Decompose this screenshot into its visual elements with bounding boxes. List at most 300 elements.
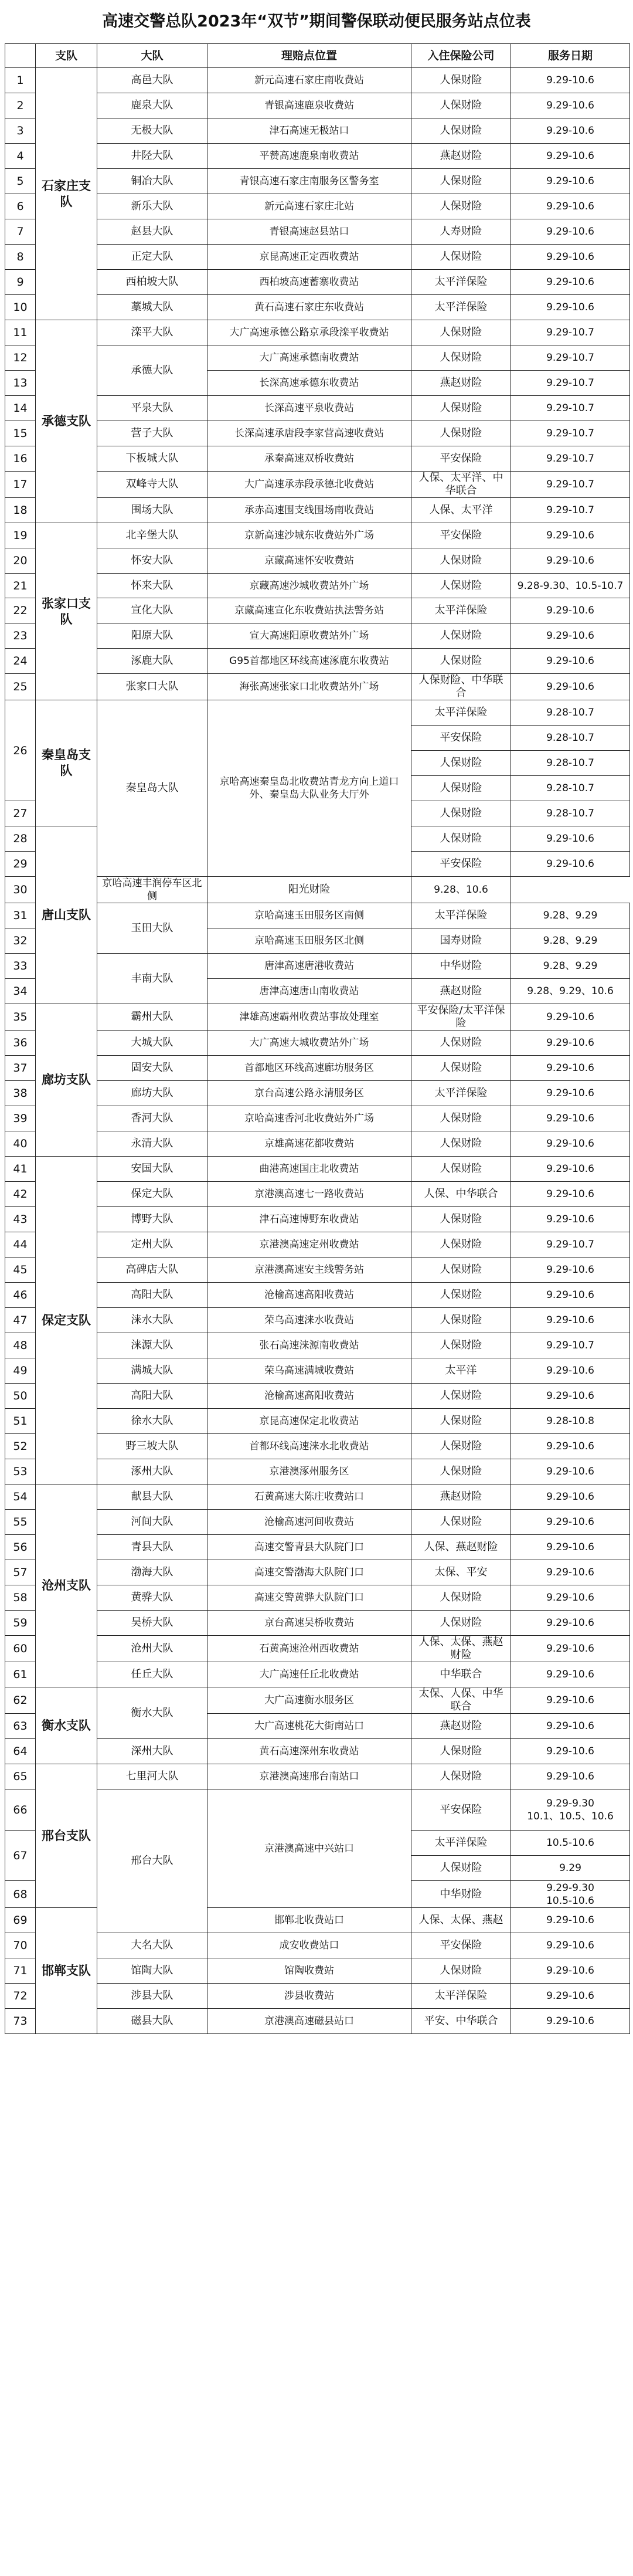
row-index: 44: [5, 1232, 36, 1258]
date-cell: 9.29-10.7: [511, 421, 630, 446]
insurer-cell: 人保财险: [411, 1258, 511, 1283]
dadui-cell: 献县大队: [97, 1484, 207, 1510]
row-index: 19: [5, 523, 36, 548]
row-index: 2: [5, 93, 36, 118]
insurer-cell: 燕赵财险: [411, 1484, 511, 1510]
row-index: 32: [5, 928, 36, 954]
date-cell: 9.29-10.6: [511, 1081, 630, 1106]
insurer-cell: 人保财险: [411, 1739, 511, 1764]
date-cell: 9.29-10.6: [511, 245, 630, 270]
row-index: 70: [5, 1933, 36, 1958]
date-cell: 9.29-10.6: [511, 1056, 630, 1081]
insurer-cell: 人保财险: [411, 1958, 511, 1984]
insurer-cell: 平安保险: [411, 446, 511, 472]
insurer-cell: 平安保险: [411, 726, 511, 751]
insurer-cell: 人保财险: [411, 1384, 511, 1409]
table-row: [5, 1484, 630, 1510]
insurer-cell: 燕赵财险: [411, 979, 511, 1004]
dadui-cell: 鹿泉大队: [97, 93, 207, 118]
location-cell: 京港澳高速邢台南站口: [207, 1764, 411, 1789]
date-cell: 9.28-10.8: [511, 1409, 630, 1434]
dadui-cell: 香河大队: [97, 1106, 207, 1131]
date-cell: 9.28-10.7: [511, 726, 630, 751]
row-index: 69: [5, 1908, 36, 1933]
row-index: 61: [5, 1662, 36, 1687]
location-cell: 长深高速承唐段李家营高速收费站: [207, 421, 411, 446]
table-row: [5, 169, 630, 194]
date-cell: 9.29-10.6: [511, 1560, 630, 1585]
dadui-cell: 丰南大队: [97, 954, 207, 1004]
row-index: 58: [5, 1585, 36, 1611]
insurer-cell: 平安、中华联合: [411, 2009, 511, 2034]
dadui-cell: 七里河大队: [97, 1764, 207, 1789]
table-row: [5, 1409, 630, 1434]
dadui-cell: 馆陶大队: [97, 1958, 207, 1984]
date-cell: 9.29-10.6: [511, 1687, 630, 1714]
date-cell: 9.28-10.7: [511, 700, 630, 726]
location-cell: 首都环线高速涞水北收费站: [207, 1434, 411, 1459]
row-index: 66: [5, 1789, 36, 1831]
location-cell: 京港澳高速磁县站口: [207, 2009, 411, 2034]
row-index: 26: [5, 700, 36, 801]
date-cell: 9.28、9.29、10.6: [511, 979, 630, 1004]
row-index: 40: [5, 1131, 36, 1157]
location-cell: 黄石高速石家庄东收费站: [207, 295, 411, 320]
table-row: [5, 245, 630, 270]
zhidui-cell: 保定支队: [36, 1157, 97, 1484]
date-cell: 9.29-10.6: [511, 1031, 630, 1056]
location-cell: 京港澳高速定州收费站: [207, 1232, 411, 1258]
date-cell: 9.29-10.6: [511, 1459, 630, 1484]
date-cell: 9.28-10.7: [511, 751, 630, 776]
date-cell: 9.29-10.6: [511, 2009, 630, 2034]
insurer-cell: 太平洋保险: [411, 1984, 511, 2009]
dadui-cell: 玉田大队: [97, 903, 207, 954]
dadui-cell: 渤海大队: [97, 1560, 207, 1585]
insurer-cell: 人保财险: [411, 1157, 511, 1182]
table-row: [5, 700, 630, 726]
insurer-cell: 人保财险: [411, 1459, 511, 1484]
dadui-cell: 承德大队: [97, 345, 207, 396]
date-cell: 9.29-10.6: [511, 194, 630, 219]
location-cell: 京港澳高速中兴站口: [207, 1789, 411, 1908]
location-cell: 京港澳高速安主线警务站: [207, 1258, 411, 1283]
insurer-cell: 中华联合: [411, 1662, 511, 1687]
location-cell: 馆陶收费站: [207, 1958, 411, 1984]
insurer-cell: 人保财险: [411, 93, 511, 118]
header-index: [5, 44, 36, 68]
location-cell: 京台高速吴桥收费站: [207, 1611, 411, 1636]
date-cell: 9.29-10.6: [511, 1908, 630, 1933]
dadui-cell: 西柏坡大队: [97, 270, 207, 295]
insurer-cell: 燕赵财险: [411, 1714, 511, 1739]
header-insurer: 入住保险公司: [411, 44, 511, 68]
date-cell: 9.29-10.6: [511, 674, 630, 700]
header-date: 服务日期: [511, 44, 630, 68]
zhidui-cell: 衡水支队: [36, 1687, 97, 1764]
date-cell: 9.29-10.7: [511, 446, 630, 472]
insurer-cell: 太保、人保、中华联合: [411, 1687, 511, 1714]
date-cell: 9.29-10.7: [511, 371, 630, 396]
location-cell: 荣乌高速涞水收费站: [207, 1308, 411, 1333]
row-index: 39: [5, 1106, 36, 1131]
insurer-cell: 中华财险: [411, 954, 511, 979]
table-row: [5, 548, 630, 574]
table-row: [5, 1611, 630, 1636]
location-cell: 沧榆高速河间收费站: [207, 1510, 411, 1535]
insurer-cell: 太平洋保险: [411, 903, 511, 928]
row-index: 63: [5, 1714, 36, 1739]
dadui-cell: 满城大队: [97, 1358, 207, 1384]
insurer-cell: 燕赵财险: [411, 144, 511, 169]
table-row: [5, 1283, 630, 1308]
location-cell: 京昆高速正定西收费站: [207, 245, 411, 270]
row-index: 38: [5, 1081, 36, 1106]
table-row: [5, 1958, 630, 1984]
table-row: [5, 320, 630, 345]
row-index: 46: [5, 1283, 36, 1308]
row-index: 43: [5, 1207, 36, 1232]
dadui-cell: 赵县大队: [97, 219, 207, 245]
insurer-cell: 人保财险: [411, 421, 511, 446]
location-cell: 新元高速石家庄南收费站: [207, 68, 411, 93]
dadui-cell: 北辛堡大队: [97, 523, 207, 548]
header-dadui: 大队: [97, 44, 207, 68]
row-index: 45: [5, 1258, 36, 1283]
row-index: 41: [5, 1157, 36, 1182]
row-index: 34: [5, 979, 36, 1004]
insurer-cell: 人保财险: [411, 1764, 511, 1789]
location-cell: 唐津高速唐港收费站: [207, 954, 411, 979]
location-cell: 海张高速张家口北收费站外广场: [207, 674, 411, 700]
location-cell: 京哈高速香河北收费站外广场: [207, 1106, 411, 1131]
location-cell: 西柏坡高速蓄寨收费站: [207, 270, 411, 295]
location-cell: 石黄高速沧州西收费站: [207, 1636, 411, 1662]
insurer-cell: 人保财险、中华联合: [411, 674, 511, 700]
row-index: 48: [5, 1333, 36, 1358]
location-cell: 承秦高速双桥收费站: [207, 446, 411, 472]
insurer-cell: 人保财险: [411, 1856, 511, 1881]
dadui-cell: 高碑店大队: [97, 1258, 207, 1283]
location-cell: 青银高速赵县站口: [207, 219, 411, 245]
table-row: [5, 877, 630, 903]
location-cell: 沧榆高速高阳收费站: [207, 1384, 411, 1409]
zhidui-cell: 邯郸支队: [36, 1908, 97, 2034]
insurer-cell: 人保财险: [411, 1283, 511, 1308]
row-index: 24: [5, 649, 36, 674]
insurer-cell: 太平洋保险: [411, 598, 511, 623]
dadui-cell: 高阳大队: [97, 1283, 207, 1308]
date-cell: 9.29-10.6: [511, 1384, 630, 1409]
row-index: 28: [5, 826, 36, 852]
row-index: 62: [5, 1687, 36, 1714]
dadui-cell: 井陉大队: [97, 144, 207, 169]
location-cell: 石黄高速大陈庄收费站口: [207, 1484, 411, 1510]
header-zhidui: 支队: [36, 44, 97, 68]
insurer-cell: 人保财险: [411, 1207, 511, 1232]
row-index: 7: [5, 219, 36, 245]
location-cell: 青银高速石家庄南服务区警务室: [207, 169, 411, 194]
insurer-cell: 人保财险: [411, 1434, 511, 1459]
insurer-cell: 人保财险: [411, 801, 511, 826]
row-index: 72: [5, 1984, 36, 2009]
date-cell: 9.29-10.6: [511, 649, 630, 674]
row-index: 22: [5, 598, 36, 623]
insurer-cell: 人保财险: [411, 548, 511, 574]
insurer-cell: 人保财险: [411, 649, 511, 674]
date-cell: 10.5-10.6: [511, 1831, 630, 1856]
table-row: [5, 1739, 630, 1764]
dadui-cell: 河间大队: [97, 1510, 207, 1535]
table-row: [5, 623, 630, 649]
dadui-cell: 大城大队: [97, 1031, 207, 1056]
row-index: 16: [5, 446, 36, 472]
location-cell: G95首都地区环线高速涿鹿东收费站: [207, 649, 411, 674]
location-cell: 新元高速石家庄北站: [207, 194, 411, 219]
date-cell: 9.29-10.6: [511, 93, 630, 118]
date-cell: 9.29-10.6: [511, 68, 630, 93]
dadui-cell: 高邑大队: [97, 68, 207, 93]
dadui-cell: 涿鹿大队: [97, 649, 207, 674]
date-cell: 9.29-10.6: [511, 1004, 630, 1031]
date-cell: 9.29-10.6: [511, 1308, 630, 1333]
location-cell: 涉县收费站: [207, 1984, 411, 2009]
location-cell: 京藏高速宣化东收费站执法警务站: [207, 598, 411, 623]
table-row: [5, 295, 630, 320]
insurer-cell: 太平洋保险: [411, 1081, 511, 1106]
table-row: [5, 649, 630, 674]
table-row: [5, 1687, 630, 1714]
table-row: [5, 446, 630, 472]
row-index: 53: [5, 1459, 36, 1484]
location-cell: 京港澳高速七一路收费站: [207, 1182, 411, 1207]
table-row: [5, 1004, 630, 1031]
location-cell: 津石高速博野东收费站: [207, 1207, 411, 1232]
table-row: [5, 1056, 630, 1081]
insurer-cell: 人保财险: [411, 1131, 511, 1157]
dadui-cell: 下板城大队: [97, 446, 207, 472]
row-index: 13: [5, 371, 36, 396]
table-row: [5, 1535, 630, 1560]
table-row: [5, 68, 630, 93]
insurer-cell: 人保财险: [411, 1409, 511, 1434]
insurer-cell: 太平洋保险: [411, 700, 511, 726]
location-cell: 津石高速无极站口: [207, 118, 411, 144]
table-row: [5, 1459, 630, 1484]
date-cell: 9.29-10.6: [511, 523, 630, 548]
row-index: 23: [5, 623, 36, 649]
location-cell: 京藏高速沙城收费站外广场: [207, 574, 411, 598]
table-row: [5, 1434, 630, 1459]
row-index: 5: [5, 169, 36, 194]
insurer-cell: 人保财险: [411, 776, 511, 801]
row-index: 31: [5, 903, 36, 928]
date-cell: 9.29-10.6: [511, 1984, 630, 2009]
zhidui-cell: 邢台支队: [36, 1764, 97, 1908]
date-cell: 9.29-10.6: [511, 1157, 630, 1182]
row-index: 51: [5, 1409, 36, 1434]
date-cell: 9.29-10.6: [511, 219, 630, 245]
table-row: [5, 1182, 630, 1207]
insurer-cell: 人保、中华联合: [411, 1182, 511, 1207]
dadui-cell: 沧州大队: [97, 1636, 207, 1662]
row-index: 54: [5, 1484, 36, 1510]
table-row: [5, 1081, 630, 1106]
location-cell: 曲港高速国庄北收费站: [207, 1157, 411, 1182]
date-cell: 9.29-10.6: [511, 1131, 630, 1157]
location-cell: 长深高速承德东收费站: [207, 371, 411, 396]
insurer-cell: 人保财险: [411, 574, 511, 598]
insurer-cell: 人保财险: [411, 345, 511, 371]
insurer-cell: 人保财险: [411, 1056, 511, 1081]
table-row: [5, 270, 630, 295]
location-cell: 京昆高速保定北收费站: [207, 1409, 411, 1434]
service-station-table: [5, 43, 630, 2034]
dadui-cell: 廊坊大队: [97, 1081, 207, 1106]
date-cell: 9.29-10.6: [511, 1611, 630, 1636]
insurer-cell: 人保财险: [411, 1333, 511, 1358]
location-cell: 津雄高速霸州收费站事故处理室: [207, 1004, 411, 1031]
date-cell: 9.29-9.30 10.1、10.5、10.6: [511, 1789, 630, 1831]
row-index: 65: [5, 1764, 36, 1789]
date-cell: 9.29-10.7: [511, 345, 630, 371]
zhidui-cell: 石家庄支队: [36, 68, 97, 320]
zhidui-cell: 唐山支队: [36, 826, 97, 1004]
dadui-cell: 青县大队: [97, 1535, 207, 1560]
dadui-cell: 涞源大队: [97, 1333, 207, 1358]
table-row: [5, 523, 630, 548]
location-cell: 大广高速衡水服务区: [207, 1687, 411, 1714]
date-cell: 9.28、9.29: [511, 903, 630, 928]
row-index: 18: [5, 498, 36, 523]
location-cell: 京藏高速怀安收费站: [207, 548, 411, 574]
location-cell: 青银高速鹿泉收费站: [207, 93, 411, 118]
row-index: 56: [5, 1535, 36, 1560]
dadui-cell: 永清大队: [97, 1131, 207, 1157]
row-index: 20: [5, 548, 36, 574]
date-cell: 9.29-10.6: [511, 1484, 630, 1510]
dadui-cell: 双峰寺大队: [97, 472, 207, 498]
location-cell: 京哈高速秦皇岛北收费站青龙方向上道口外、秦皇岛大队业务大厅外: [207, 700, 411, 877]
row-index: 4: [5, 144, 36, 169]
date-cell: 9.29-10.7: [511, 320, 630, 345]
table-row: [5, 118, 630, 144]
table-header-row: [5, 44, 630, 68]
table-row: [5, 1789, 630, 1831]
table-row: [5, 144, 630, 169]
table-row: [5, 345, 630, 371]
location-cell: 京哈高速丰润停车区北侧: [97, 877, 207, 903]
table-row: [5, 472, 630, 498]
date-cell: 9.29-10.7: [511, 498, 630, 523]
date-cell: 9.29: [511, 1856, 630, 1881]
table-row: [5, 598, 630, 623]
date-cell: 9.29-10.6: [511, 1662, 630, 1687]
dadui-cell: 定州大队: [97, 1232, 207, 1258]
location-cell: 承赤高速围支线围场南收费站: [207, 498, 411, 523]
date-cell: 9.29-10.6: [511, 1535, 630, 1560]
row-index: 21: [5, 574, 36, 598]
row-index: 57: [5, 1560, 36, 1585]
table-row: [5, 1031, 630, 1056]
date-cell: 9.29-10.6: [511, 1739, 630, 1764]
date-cell: 9.29-10.6: [511, 169, 630, 194]
dadui-cell: 围场大队: [97, 498, 207, 523]
location-cell: 大广高速承德南收费站: [207, 345, 411, 371]
date-cell: 9.29-10.6: [511, 1636, 630, 1662]
table-row: [5, 1106, 630, 1131]
row-index: 10: [5, 295, 36, 320]
dadui-cell: 安国大队: [97, 1157, 207, 1182]
location-cell: 大广高速桃花大街南站口: [207, 1714, 411, 1739]
row-index: 64: [5, 1739, 36, 1764]
location-cell: 宣大高速阳原收费站外广场: [207, 623, 411, 649]
location-cell: 唐津高速唐山南收费站: [207, 979, 411, 1004]
page-title: 高速交警总队2023年“双节”期间警保联动便民服务站点位表: [102, 12, 531, 30]
dadui-cell: 深州大队: [97, 1739, 207, 1764]
insurer-cell: 太平洋保险: [411, 270, 511, 295]
insurer-cell: 人保、太保、燕赵: [411, 1908, 511, 1933]
row-index: 52: [5, 1434, 36, 1459]
table-row: [5, 1232, 630, 1258]
dadui-cell: 任丘大队: [97, 1662, 207, 1687]
dadui-cell: 怀来大队: [97, 574, 207, 598]
location-cell: 高速交警渤海大队院门口: [207, 1560, 411, 1585]
table-row: [5, 1358, 630, 1384]
table-row: [5, 954, 630, 979]
insurer-cell: 阳光财险: [207, 877, 411, 903]
row-index: 8: [5, 245, 36, 270]
insurer-cell: 人保财险: [411, 751, 511, 776]
insurer-cell: 人保财险: [411, 1510, 511, 1535]
table-row: [5, 1258, 630, 1283]
location-cell: 京台高速公路永清服务区: [207, 1081, 411, 1106]
row-index: 49: [5, 1358, 36, 1384]
date-cell: 9.29-10.6: [511, 1358, 630, 1384]
location-cell: 高速交警黄骅大队院门口: [207, 1585, 411, 1611]
location-cell: 黄石高速深州东收费站: [207, 1739, 411, 1764]
location-cell: 张石高速涞源南收费站: [207, 1333, 411, 1358]
dadui-cell: 吴桥大队: [97, 1611, 207, 1636]
date-cell: 9.29-10.7: [511, 1333, 630, 1358]
date-cell: 9.29-10.6: [511, 548, 630, 574]
insurer-cell: 人寿财险: [411, 219, 511, 245]
insurer-cell: 平安保险: [411, 852, 511, 877]
date-cell: 9.29-10.6: [511, 1182, 630, 1207]
date-cell: 9.29-10.6: [511, 826, 630, 852]
date-cell: 9.29-10.6: [511, 1207, 630, 1232]
table-row: [5, 674, 630, 700]
table-row: [5, 1933, 630, 1958]
date-cell: 9.28-9.30、10.5-10.7: [511, 574, 630, 598]
insurer-cell: 人保、太保、燕赵财险: [411, 1636, 511, 1662]
table-row: [5, 219, 630, 245]
date-cell: 9.29-9.30 10.5-10.6: [511, 1881, 630, 1908]
row-index: 33: [5, 954, 36, 979]
insurer-cell: 人保财险: [411, 1232, 511, 1258]
row-index: 73: [5, 2009, 36, 2034]
dadui-cell: 涿州大队: [97, 1459, 207, 1484]
table-row: [5, 1662, 630, 1687]
table-row: [5, 1384, 630, 1409]
date-cell: 9.28、10.6: [411, 877, 511, 903]
date-cell: 9.29-10.6: [511, 270, 630, 295]
insurer-cell: 平安保险: [411, 1789, 511, 1831]
dadui-cell: 宣化大队: [97, 598, 207, 623]
location-cell: 荣乌高速满城收费站: [207, 1358, 411, 1384]
location-cell: 沧榆高速高阳收费站: [207, 1283, 411, 1308]
dadui-cell: 秦皇岛大队: [97, 700, 207, 877]
